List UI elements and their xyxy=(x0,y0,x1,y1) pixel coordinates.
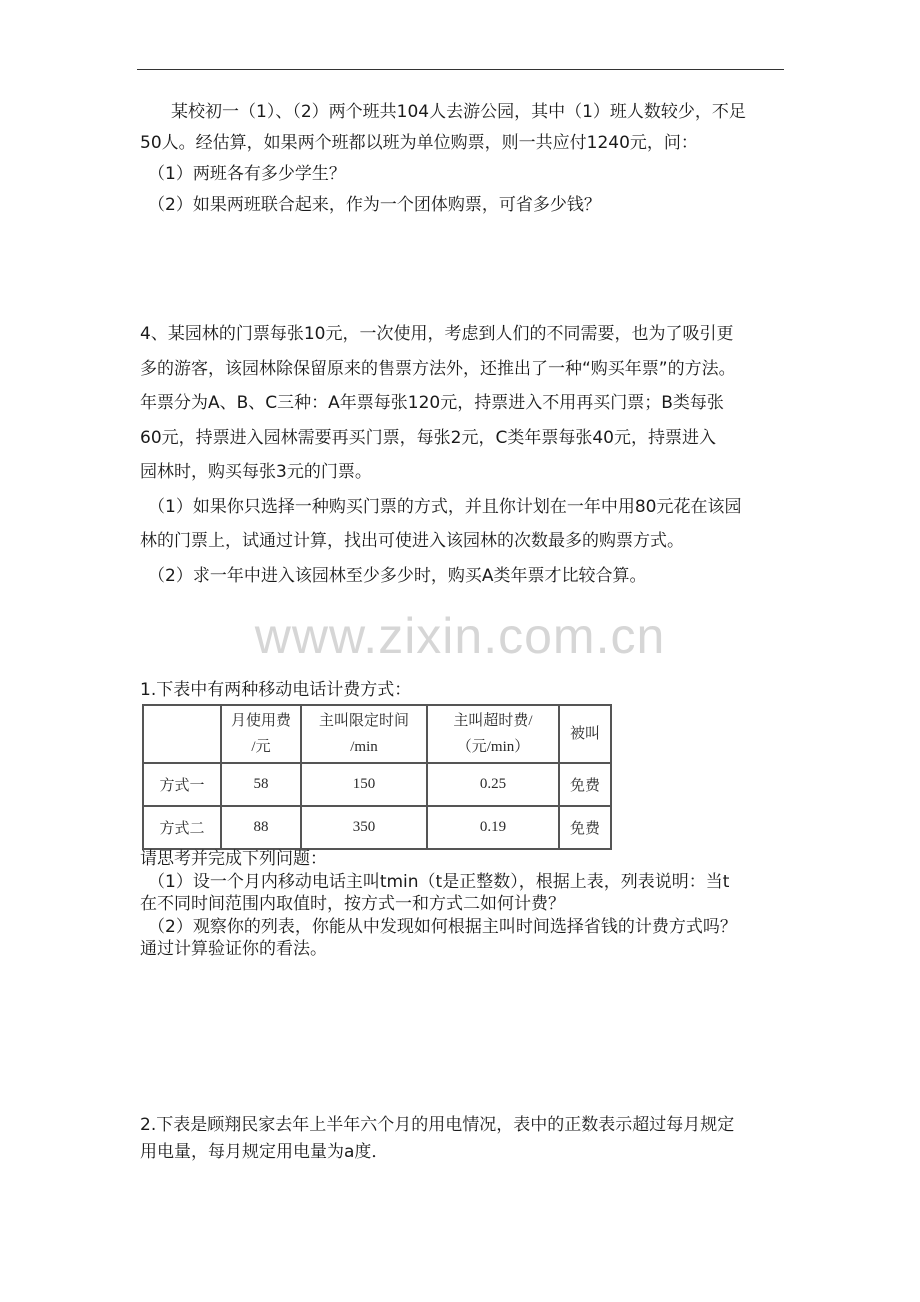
phone-question-2-line-2: 通过计算验证你的看法。 xyxy=(140,939,327,959)
phone-question-1-line-2: 在不同时间范围内取值时，按方式一和方式二如何计费？ xyxy=(140,894,565,914)
table-header-cell: 被叫 xyxy=(559,705,611,763)
problem-intro-question-1: （1）两班各有多少学生？ xyxy=(148,164,346,184)
electric-problem-line-1: 2.下表是顾翔民家去年上半年六个月的用电情况，表中的正数表示超过每月规定 xyxy=(140,1115,735,1135)
table-cell: 0.19 xyxy=(427,806,559,849)
table-cell: 0.25 xyxy=(427,763,559,806)
electric-problem xyxy=(140,1112,790,1166)
problem-4-line-2: 多的游客，该园林除保留原来的售票方法外，还推出了一种“购买年票”的方法。 xyxy=(140,358,736,379)
problem-4-question-1-line-2: 林的门票上，试通过计算，找出可使进入该园林的次数最多的购票方式。 xyxy=(140,531,684,551)
table-cell: 免费 xyxy=(559,806,611,849)
header-rule xyxy=(137,69,784,70)
problem-4-question-2: （2）求一年中进入该园林至少多少时，购买A类年票才比较合算。 xyxy=(148,565,647,586)
table-header-cell: 主叫限定时间 /min xyxy=(301,705,427,763)
table-row xyxy=(143,763,611,806)
electric-problem-line-2: 用电量，每月规定用电量为a度． xyxy=(140,1142,389,1162)
table-cell: 58 xyxy=(221,763,301,806)
table-header-cell: 月使用费 /元 xyxy=(221,705,301,763)
phone-question-1-line-1: （1）设一个月内移动电话主叫tmin（t是正整数），根据上表，列表说明：当t xyxy=(148,871,730,892)
phone-problem-questions xyxy=(140,848,790,961)
problem-4-question-1-line-1: （1）如果你只选择一种购买门票的方式，并且你计划在一年中用80元花在该园 xyxy=(148,496,742,517)
problem-4-line-4: 60元，持票进入园林需要再买门票，每张2元，C类年票每张40元，持票进入 xyxy=(140,427,716,448)
problem-4-line-5: 园林时，购买每张3元的门票。 xyxy=(140,462,372,482)
table-cell: 150 xyxy=(301,763,427,806)
problem-intro-question-2: （2）如果两班联合起来，作为一个团体购票，可省多少钱？ xyxy=(148,195,601,215)
problem-intro-line-2: 50人。经估算，如果两个班都以班为单位购票，则一共应付1240元，问： xyxy=(140,133,698,153)
table-cell: 88 xyxy=(221,806,301,849)
table-header-cell xyxy=(143,705,221,763)
watermark: www.zixin.com.cn xyxy=(254,608,666,664)
table-cell: 方式一 xyxy=(143,763,221,806)
problem-4-line-3: 年票分为A、B、C三种：A年票每张120元，持票进入不用再买门票；B类每张 xyxy=(140,393,724,413)
table-header-cell: 主叫超时费/ （元/min） xyxy=(427,705,559,763)
table-cell: 350 xyxy=(301,806,427,849)
phone-question-2-line-1: （2）观察你的列表，你能从中发现如何根据主叫时间选择省钱的计费方式吗？ xyxy=(148,916,737,937)
phone-problem-prompt: 请思考并完成下列问题： xyxy=(140,849,327,869)
table-row xyxy=(143,806,611,849)
table-cell: 方式二 xyxy=(143,806,221,849)
table-header-row xyxy=(143,705,611,763)
problem-intro-line-1: 某校初一（1）、（2）两个班共104人去游公园，其中（1）班人数较少，不足 xyxy=(171,102,746,122)
problem-intro xyxy=(140,97,790,221)
phone-fee-table xyxy=(142,704,612,850)
problem-4 xyxy=(140,317,790,593)
table-cell: 免费 xyxy=(559,763,611,806)
problem-4-line-1: 4、某园林的门票每张10元，一次使用，考虑到人们的不同需要，也为了吸引更 xyxy=(140,324,734,344)
phone-problem-intro: 1.下表中有两种移动电话计费方式： xyxy=(140,680,412,700)
